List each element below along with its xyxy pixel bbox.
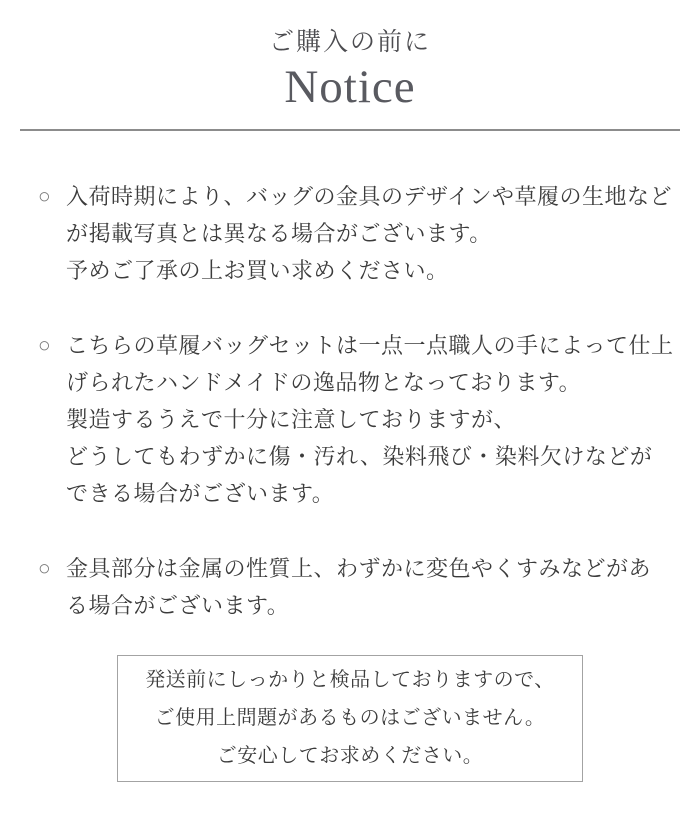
page-title: Notice: [284, 61, 416, 113]
assurance-line: ご使用上問題があるものはございません。: [154, 706, 546, 729]
notice-text: [66, 178, 674, 289]
notice-item-handmade: [38, 327, 674, 512]
assurance-line: ご安心してお求めください。: [216, 744, 484, 767]
notice-line: げられたハンドメイドの逸品物となっております。: [66, 369, 582, 395]
notice-text: [66, 327, 674, 512]
notice-line: 金具部分は金属の性質上、わずかに変色やくすみなどがあ: [66, 555, 652, 581]
notice-text: [66, 550, 674, 624]
circle-bullet-icon: ○: [38, 333, 52, 357]
notice-item-metal-parts: [38, 550, 674, 624]
notice-list: [0, 131, 700, 624]
notice-line: 予めご了承の上お買い求めください。: [66, 257, 449, 283]
notice-line: 入荷時期により、バッグの金具のデザインや草履の生地など: [66, 183, 672, 209]
notice-line: が掲載写真とは異なる場合がございます。: [66, 220, 492, 246]
notice-line: どうしてもわずかに傷・汚れ、染料飛び・染料欠けなどが: [66, 443, 653, 469]
circle-bullet-icon: ○: [38, 556, 52, 580]
assurance-line: 発送前にしっかりと検品しておりますので、: [145, 668, 555, 691]
notice-line: できる場合がございます。: [66, 480, 335, 506]
notice-item-stock-variation: [38, 178, 674, 289]
notice-line: 製造するうえで十分に注意しておりますが、: [66, 406, 517, 432]
notice-header: [0, 0, 700, 131]
assurance-box: [117, 655, 583, 782]
notice-line: る場合がございます。: [66, 592, 290, 618]
header-subtitle: ご購入の前に: [268, 29, 431, 56]
circle-bullet-icon: ○: [38, 184, 52, 208]
notice-line: こちらの草履バッグセットは一点一点職人の手によって仕上: [66, 332, 674, 358]
